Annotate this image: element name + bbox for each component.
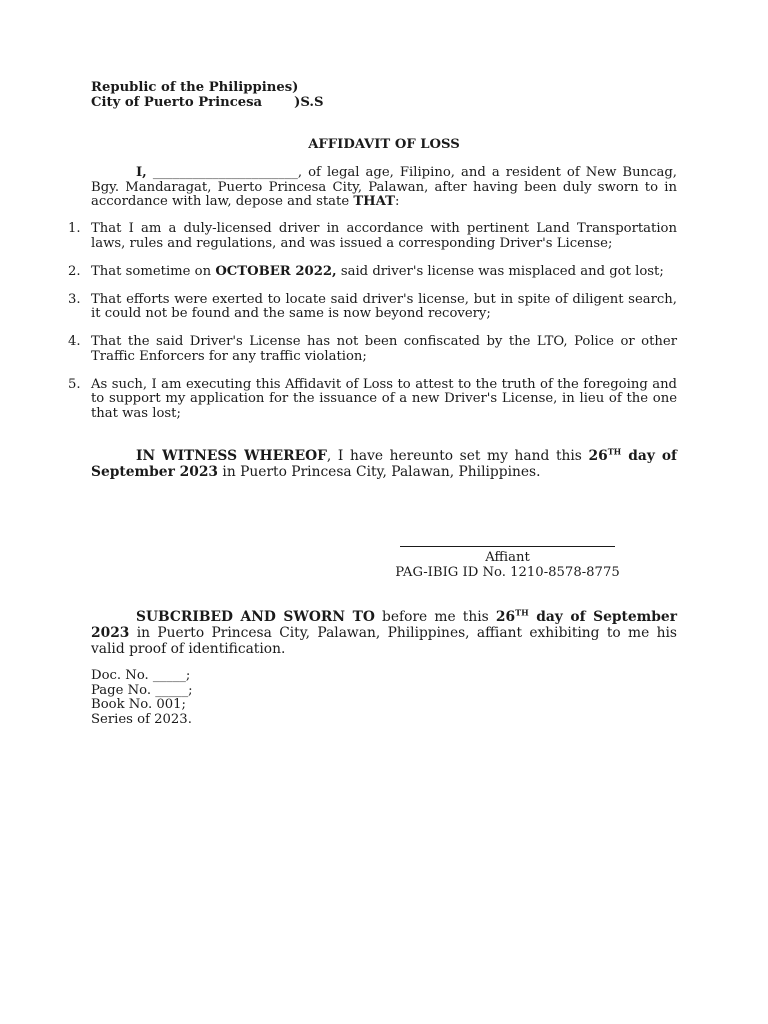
venue-city: City of Puerto Princesa )S.S <box>91 95 324 110</box>
intro-paragraph: I, ______________________, of legal age, Filipino, and a resident of New Buncag, Bgy. Mandaragat, Puerto Princesa City, Palawan, after having been duly sworn to in accordance with law, depose and state THAT: <box>91 165 677 209</box>
affiant-label: Affiant <box>485 550 530 565</box>
statement-list <box>68 221 677 435</box>
notary-block <box>91 669 193 727</box>
venue-block <box>91 80 324 110</box>
statement-item: 5. As such, I am executing this Affidavit of Loss to attest to the truth of the foregoing and to support my application for the issuance of a new Driver's License, in lieu of the one that was lost; <box>68 376 677 421</box>
statement-item: 4. That the said Driver's License has not been confiscated by the LTO, Police or other Traffic Enforcers for any traffic violation; <box>68 334 677 364</box>
notary-book: Book No. 001; <box>91 697 186 712</box>
name-blank: ______________________ <box>152 165 298 180</box>
affiant-block <box>390 550 625 580</box>
statement-item: 2. That sometime on OCTOBER 2022, said driver's license was misplaced and got lost; <box>68 263 664 279</box>
affiant-id: PAG-IBIG ID No. 1210-8578-8775 <box>395 565 620 580</box>
venue-ss: )S.S <box>294 95 324 110</box>
signature-line <box>400 546 615 547</box>
notary-doc: Doc. No. _____; <box>91 668 191 683</box>
witness-paragraph: IN WITNESS WHEREOF, I have hereunto set my hand this 26TH day of September 2023 in Puerto Princesa City, Palawan, Philippines. <box>91 446 677 480</box>
notary-series: Series of 2023. <box>91 711 192 727</box>
document-title: AFFIDAVIT OF LOSS <box>308 137 460 152</box>
statement-item: 1. That I am a duly-licensed driver in accordance with pertinent Land Transportation laws, rules and regulations, and was issued a corresponding Driver's License; <box>68 221 677 251</box>
statement-item: 3. That efforts were exerted to locate said driver's license, but in spite of diligent search, it could not be found and the same is now beyond recovery; <box>68 291 677 321</box>
notary-page: Page No. _____; <box>91 682 193 698</box>
venue-republic: Republic of the Philippines) <box>91 80 299 95</box>
jurat-paragraph: SUBCRIBED AND SWORN TO before me this 26TH day of September 2023 in Puerto Princesa City, Palawan, Philippines, affiant exhibiting to me his valid proof of identification. <box>91 607 677 657</box>
